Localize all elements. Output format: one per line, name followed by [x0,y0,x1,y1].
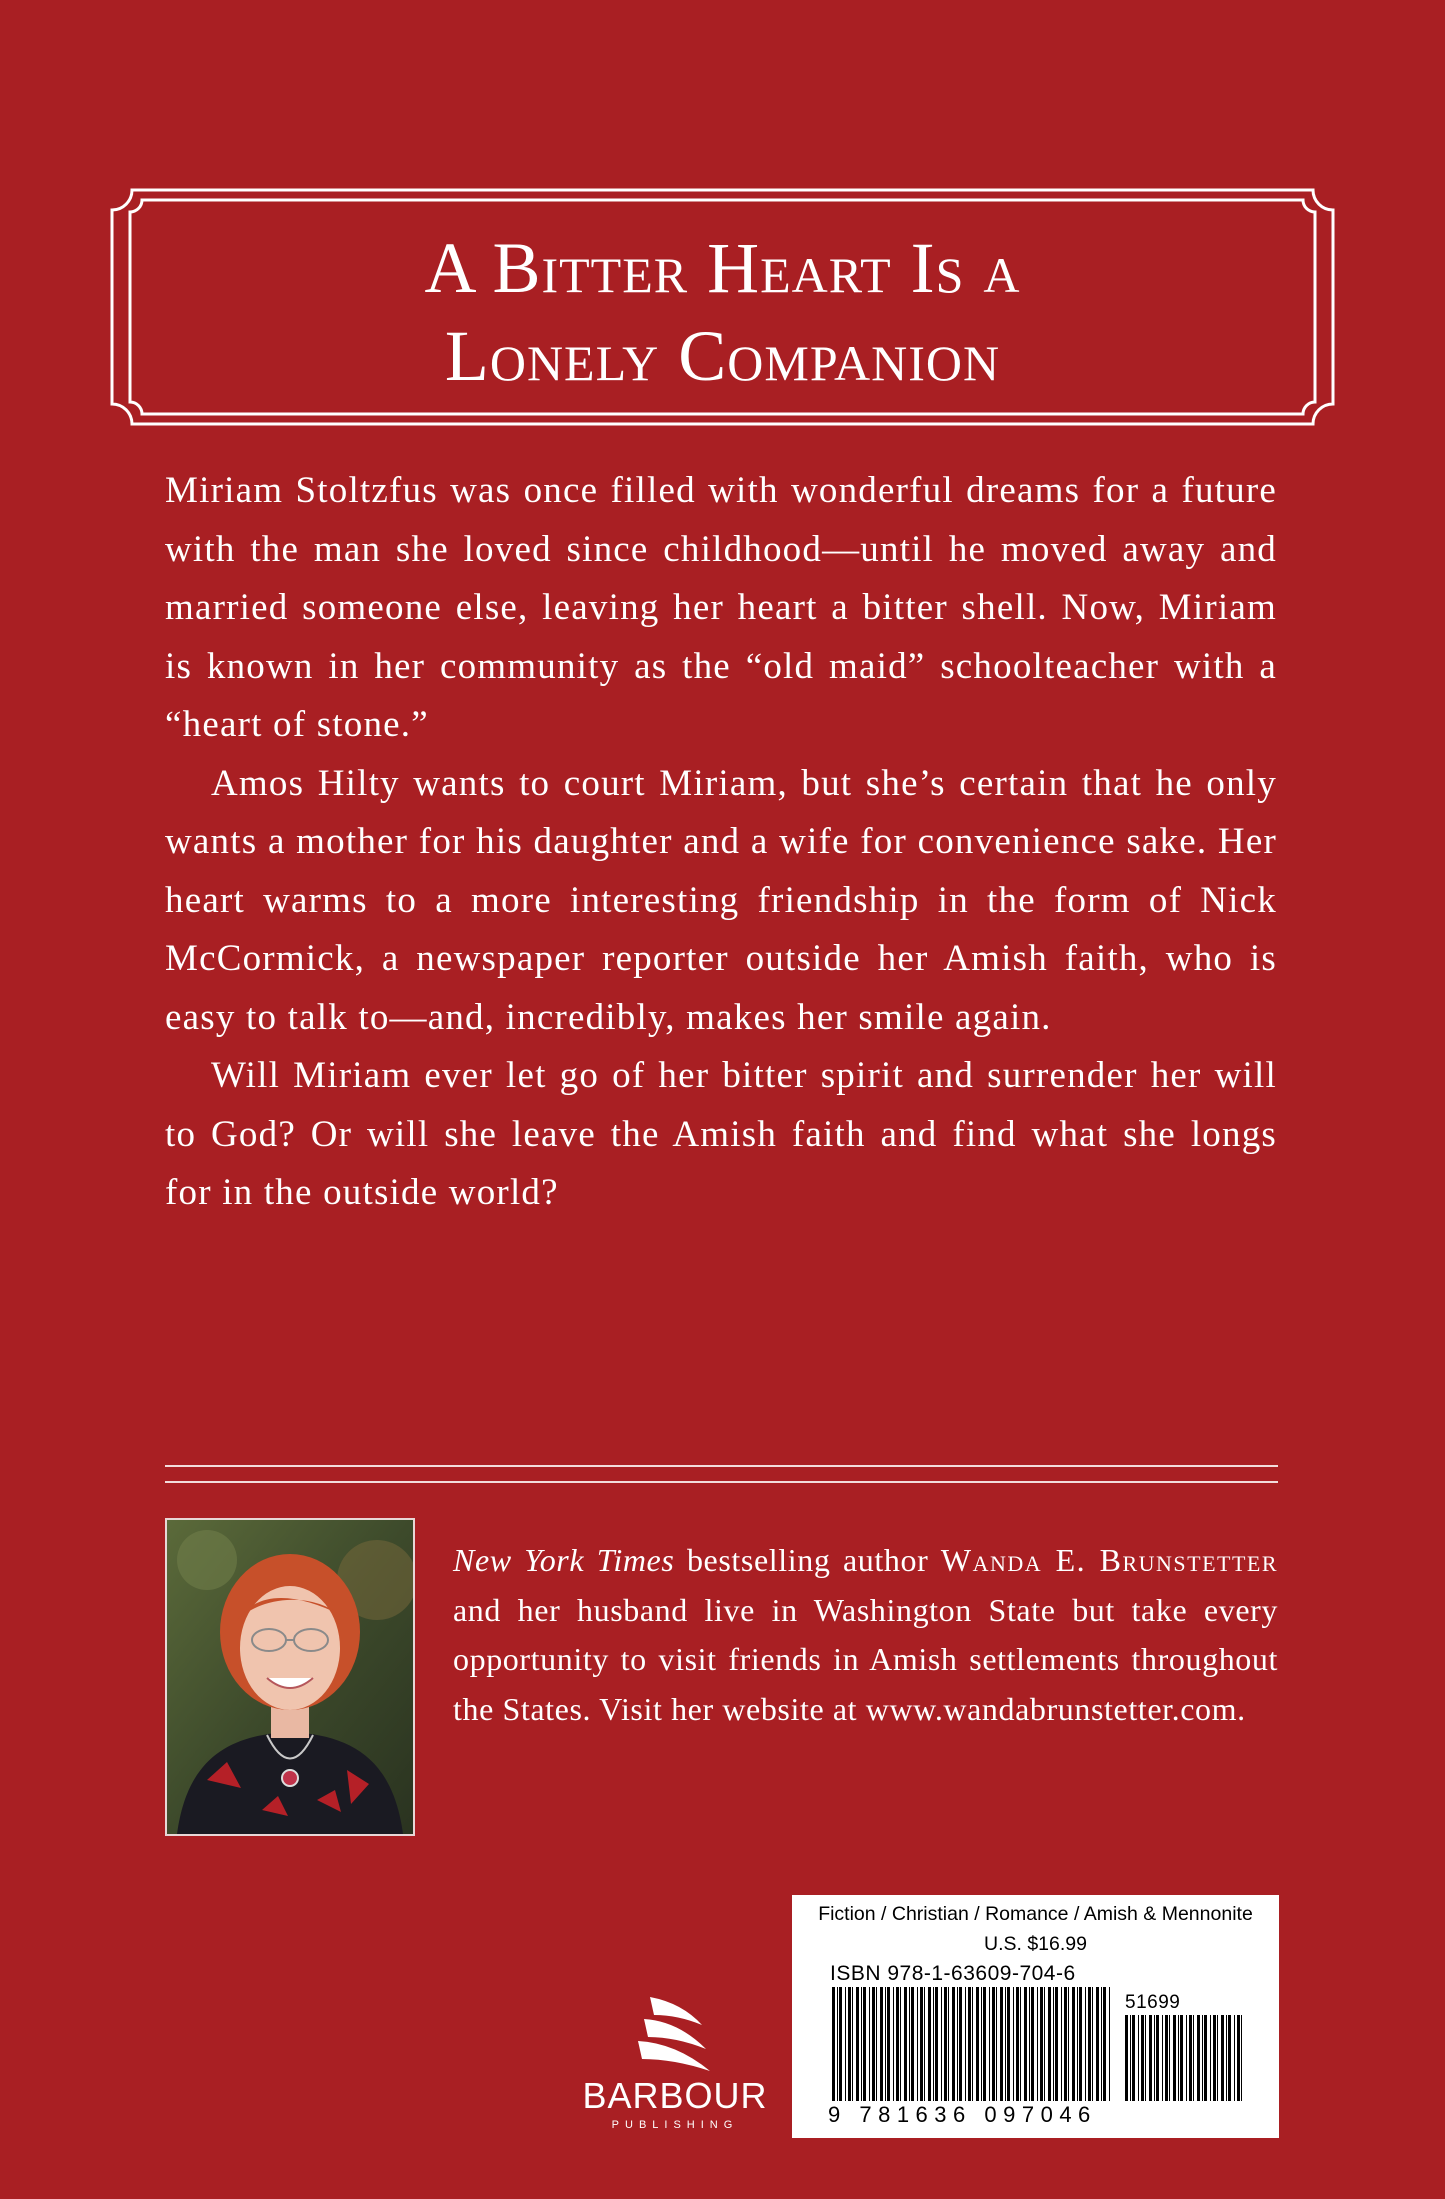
isbn-label: ISBN 978-1-63609-704-6 [830,1962,1076,1985]
title-line-1: A Bitter Heart Is a [424,228,1021,308]
blurb-paragraph-2: Amos Hilty wants to court Miriam, but she’s certain that he only wants a mother for his daughter and a wife for convenience sake. Her heart warms to a more interesting friendship in the form of Nick McCormick, a newspaper reporter outside her Amish faith, who is easy to talk to—and, incredibly, makes her smile again. [165,762,1277,1038]
isbn-barcode [832,1987,1114,2101]
publisher-name: BARBOUR [582,2075,768,2116]
author-bio [453,1536,1278,1734]
publisher-logo [570,1985,780,2135]
barcode-digits: 9 781636 097046 [828,2102,1097,2127]
double-rule-divider [165,1465,1278,1483]
book-blurb [165,462,1277,1223]
publisher-subtitle: PUBLISHING [611,2119,739,2131]
bio-rest: and her husband live in Washington State but take every opportunity to visit friends in Amish settlements throughout the States. Visit her website at www.wandabrunstetter.com. [453,1591,1278,1727]
blurb-paragraph-1: Miriam Stoltzfus was once filled with wonderful dreams for a future with the man she loved since childhood—until he moved away and married someone else, leaving her heart a bitter shell. Now, Miriam is known in her community as the “old maid” schoolteacher with a “heart of stone.” [165,470,1277,745]
author-photo [165,1518,415,1836]
title-frame [110,188,1335,426]
ship-icon [570,1985,780,2077]
price-addon-code: 51699 [1125,1992,1181,2013]
blurb-paragraph-3: Will Miriam ever let go of her bitter spirit and surrender her will to God? Or will she leave the Amish faith and find what she longs for in the outside world? [165,1055,1277,1213]
barcode-block [792,1895,1279,2138]
author-name: Wanda E. Brunstetter [940,1542,1278,1578]
bio-pre-name: bestselling author [674,1542,941,1578]
bisac-category: Fiction / Christian / Romance / Amish & Mennonite [818,1903,1253,1925]
price-barcode [1125,2015,1243,2101]
nyt-label: New York Times [453,1542,675,1578]
price-label: U.S. $16.99 [984,1933,1087,1955]
title-line-2: Lonely Companion [444,316,1001,396]
book-title [110,224,1335,400]
